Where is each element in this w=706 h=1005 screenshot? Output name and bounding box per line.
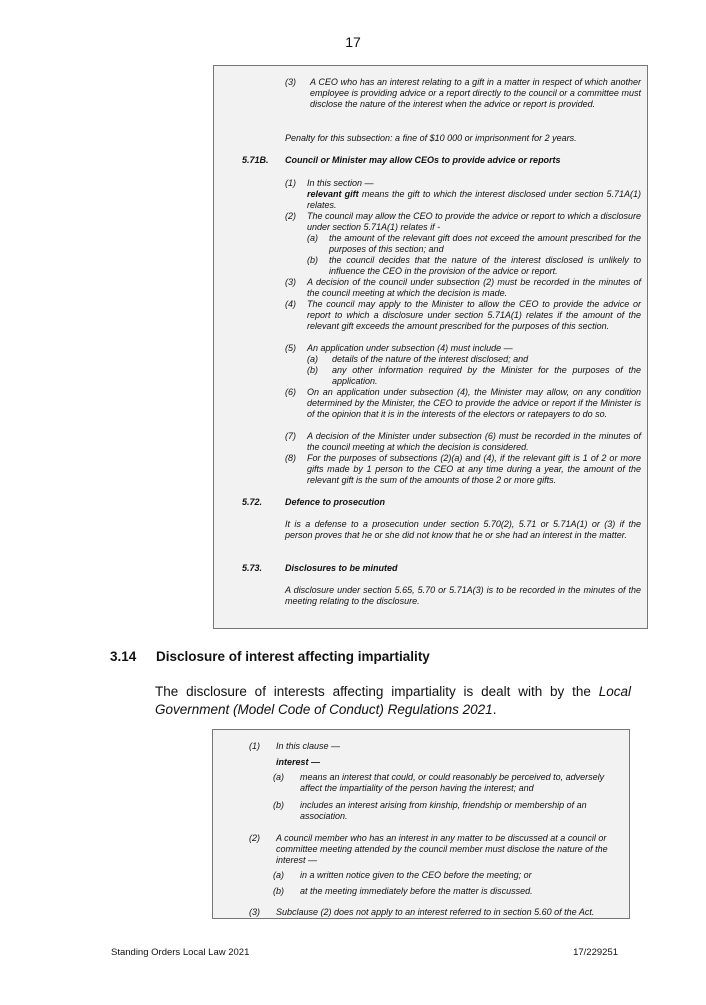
paragraph-text: means an interest that could, or could reasonably be perceived to, adversely affect the impartiality of the person having the interest; and (300, 772, 605, 793)
clause-number: (3) (285, 77, 296, 87)
section-heading-3-14 (110, 649, 430, 664)
subsection-text: In this section — (307, 178, 374, 188)
paragraph-letter: (a) (273, 870, 284, 880)
subsection-text: The council may allow the CEO to provide the advice or report to which a disclosure under section 5.71A(1) relates if - (307, 211, 641, 232)
paragraph-text: at the meeting immediately before the matter is discussed. (300, 886, 533, 896)
subsection-text: The council may apply to the Minister to allow the CEO to provide the advice or report to which a disclosure under section 5.71A(1) relates if the amount of the relevant gift exceeds the amount prescribed for the purposes of this section. (307, 299, 641, 331)
section-number: 5.72. (242, 497, 263, 507)
subsection-text: On an application under subsection (4), the Minister may allow, on any condition determined by the Minister, the CEO to provide the advice or report if the Minister is of the opinion that it is in the interests of the electors or ratepayers to do so. (307, 387, 641, 419)
definition-text (307, 189, 641, 211)
section-number: 5.73. (242, 563, 263, 573)
defined-term: relevant gift (307, 189, 359, 199)
subsection-text: An application under subsection (4) must include — (307, 343, 513, 353)
clause-number: (1) (249, 741, 260, 751)
paragraph-text: in a written notice given to the CEO before the meeting; or (300, 870, 532, 880)
subsection-number: (4) (285, 299, 296, 309)
paragraph-text: any other information required by the Minister for the purposes of the application. (332, 365, 641, 386)
paragraph-letter: (b) (307, 255, 318, 265)
clause-text: In this clause — (276, 741, 341, 751)
paragraph-letter: (b) (307, 365, 318, 375)
intro-end: . (492, 702, 497, 717)
clause-number: (2) (249, 833, 260, 843)
section-number: 5.71B. (242, 155, 269, 165)
clause-number: (3) (249, 907, 260, 917)
section-heading: Disclosures to be minuted (285, 563, 398, 573)
section-heading: Council or Minister may allow CEOs to provide advice or reports (285, 155, 561, 165)
subsection-number: (2) (285, 211, 296, 221)
penalty-text: Penalty for this subsection: a fine of $10 000 or imprisonment for 2 years. (285, 133, 577, 143)
code-of-conduct-excerpt-box (212, 729, 630, 919)
clause-text: A council member who has an interest in any matter to be discussed at a council or committee meeting attended by the council member must disclose the nature of the interest — (276, 833, 608, 865)
paragraph-letter: (b) (273, 886, 284, 896)
paragraph-letter: (b) (273, 800, 284, 810)
subsection-number: (8) (285, 453, 296, 463)
footer-reference-number: 17/229251 (573, 947, 618, 958)
paragraph-letter: (a) (273, 772, 284, 782)
clause-text: Subclause (2) does not apply to an interest referred to in section 5.60 of the Act. (276, 907, 595, 917)
paragraph-text: the amount of the relevant gift does not exceed the amount prescribed for the purposes of this section; and (329, 233, 641, 254)
defined-term: interest — (276, 757, 321, 767)
paragraph-letter: (a) (307, 354, 318, 364)
paragraph-letter: (a) (307, 233, 318, 243)
regulation-title: Local Government (Model Code of Conduct) Regulations 2021 (155, 684, 631, 717)
section-title: Disclosure of interest affecting impartiality (156, 649, 430, 664)
subsection-text: A decision of the council under subsection (2) must be recorded in the minutes of the council meeting at which the decision is made. (307, 277, 641, 298)
footer-document-title: Standing Orders Local Law 2021 (111, 947, 250, 958)
subsection-number: (5) (285, 343, 296, 353)
subsection-number: (3) (285, 277, 296, 287)
definition-body: means the gift to which the interest disclosed under section 5.71A(1) relates. (307, 189, 641, 210)
subsection-text: For the purposes of subsections (2)(a) and (4), if the relevant gift is 1 of 2 or more gifts made by 1 person to the CEO at any time during a year, the amount of the relevant gift is the sum of the amounts of those 2 or more gifts. (307, 453, 641, 485)
legislation-excerpt-box (213, 65, 648, 629)
section-heading: Defence to prosecution (285, 497, 386, 507)
section-number: 3.14 (110, 649, 137, 664)
subsection-number: (7) (285, 431, 296, 441)
page-number: 17 (345, 34, 361, 50)
subsection-number: (6) (285, 387, 296, 397)
paragraph-text: includes an interest arising from kinship, friendship or membership of an association. (300, 800, 587, 821)
section-text: It is a defense to a prosecution under section 5.70(2), 5.71 or 5.71A(1) or (3) if the person proves that he or she did not know that he or she had an interest in the matter. (285, 519, 641, 540)
clause-text: A CEO who has an interest relating to a gift in a matter in respect of which another employee is providing advice or a report directly to the council or a committee must disclose the nature of the interest when the advice or report is provided. (310, 77, 641, 109)
intro-text: The disclosure of interests affecting impartiality is dealt with by the (155, 684, 599, 699)
section-text: A disclosure under section 5.65, 5.70 or 5.71A(3) is to be recorded in the minutes of the meeting relating to the disclosure. (285, 585, 641, 606)
intro-paragraph (155, 683, 631, 719)
paragraph-text: the council decides that the nature of the interest disclosed is unlikely to influence the CEO in the provision of the advice or report. (329, 255, 641, 276)
subsection-number: (1) (285, 178, 296, 188)
subsection-text: A decision of the Minister under subsection (6) must be recorded in the minutes of the council meeting at which the decision is considered. (307, 431, 641, 452)
paragraph-text: details of the nature of the interest disclosed; and (332, 354, 529, 364)
